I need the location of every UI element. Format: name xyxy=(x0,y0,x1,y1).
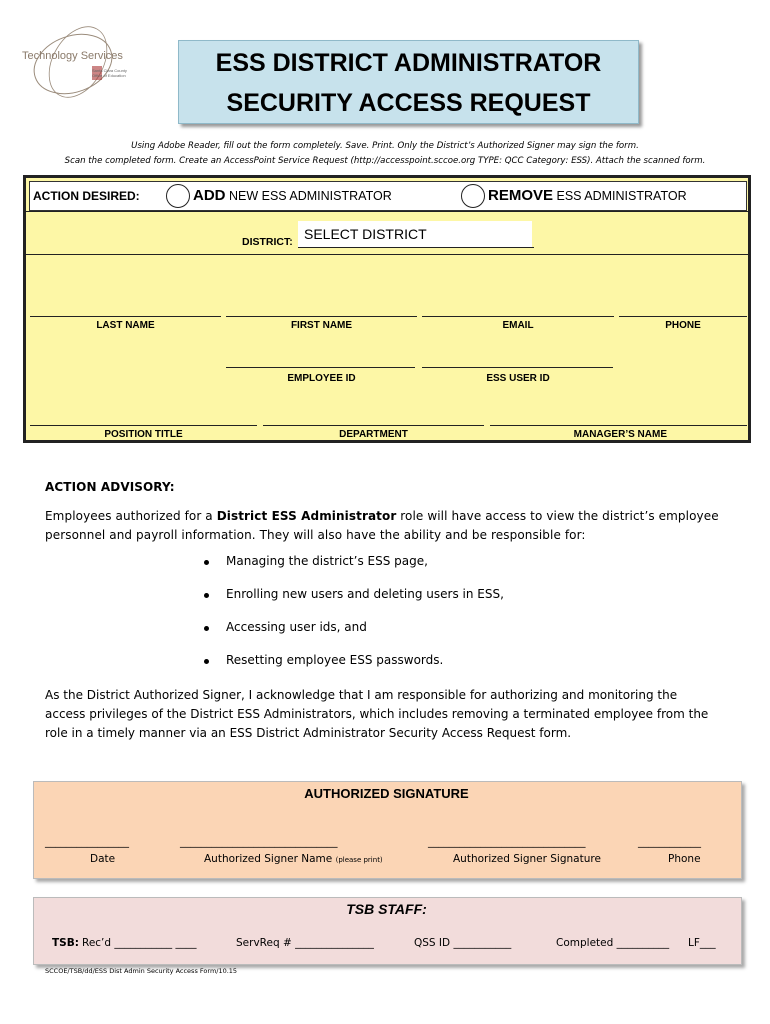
date-input[interactable]: ________________ xyxy=(45,836,129,848)
advisory-p1-pre: Employees authorized for a xyxy=(45,509,217,523)
managers-name-input[interactable] xyxy=(490,425,747,426)
advisory-heading: ACTION ADVISORY: xyxy=(45,480,175,494)
date-label: Date xyxy=(90,853,116,865)
add-option-label[interactable] xyxy=(193,187,392,205)
district-select[interactable]: SELECT DISTRICT xyxy=(298,221,532,248)
bullet-item: Resetting employee ESS passwords. xyxy=(226,653,444,667)
advisory-p2-line-3: role in a timely manner via an ESS District Administrator Security Access Request form. xyxy=(45,726,572,740)
remove-radio[interactable] xyxy=(461,184,485,208)
signer-signature-input[interactable]: ______________________________ xyxy=(428,836,586,848)
ess-user-id-input[interactable] xyxy=(422,367,613,368)
advisory-paragraph-1 xyxy=(45,507,735,545)
action-desired-label: ACTION DESIRED: xyxy=(33,189,140,203)
instructions-line-2: Scan the completed form. Create an AccessPoint Service Request (http://accesspoint.sccoe.org TYPE: QCC Category: ESS). Attach the scanned form. xyxy=(64,156,706,166)
first-name-input[interactable] xyxy=(226,316,417,317)
title-line-1: ESS DISTRICT ADMINISTRATOR xyxy=(215,49,602,77)
ess-user-id-label: ESS USER ID xyxy=(486,373,550,384)
district-label: DISTRICT: xyxy=(242,236,293,248)
bullet-item: Managing the district’s ESS page, xyxy=(226,554,428,568)
remove-big-text: REMOVE xyxy=(488,187,554,204)
email-input[interactable] xyxy=(422,316,614,317)
tsb-heading: TSB STAFF: xyxy=(346,901,427,917)
advisory-p1-bold: District ESS Administrator xyxy=(216,509,397,523)
tsb-qss-id-field[interactable]: QSS ID ___________ xyxy=(414,937,512,949)
tsb-servreq-field[interactable]: ServReq # _______________ xyxy=(236,937,374,949)
remove-option-label[interactable] xyxy=(488,187,687,205)
last-name-input[interactable] xyxy=(30,316,221,317)
bullet-item: Enrolling new users and deleting users in ESS, xyxy=(226,587,504,601)
signature-heading: AUTHORIZED SIGNATURE xyxy=(304,786,469,801)
divider xyxy=(26,211,748,212)
district-underline xyxy=(298,247,534,248)
bullet-dot xyxy=(204,626,209,631)
bullet-item: Accessing user ids, and xyxy=(226,620,367,634)
title-line-2: SECURITY ACCESS REQUEST xyxy=(226,89,591,117)
instructions xyxy=(20,139,750,169)
tsb-lf-field[interactable]: LF___ xyxy=(688,937,716,949)
phone-label: PHONE xyxy=(665,320,701,331)
last-name-label: LAST NAME xyxy=(96,320,155,331)
signer-name-note: (please print) xyxy=(335,856,383,864)
signer-phone-label: Phone xyxy=(668,853,701,865)
managers-name-label: MANAGER’S NAME xyxy=(573,429,667,440)
signer-phone-input[interactable]: ____________ xyxy=(638,836,701,848)
technology-services-logo xyxy=(18,22,148,102)
tsb-completed-field[interactable]: Completed __________ xyxy=(556,937,670,949)
remove-rest-text: ESS ADMINISTRATOR xyxy=(553,189,687,203)
form-title xyxy=(178,40,639,124)
logo-name: Technology Services xyxy=(22,50,123,62)
department-label: DEPARTMENT xyxy=(339,429,408,440)
advisory-p1-line-2: personnel and payroll information. They will also have the ability and be responsible for: xyxy=(45,528,586,542)
add-radio[interactable] xyxy=(166,184,190,208)
instructions-line-1: Using Adobe Reader, fill out the form completely. Save. Print. Only the District’s Authorized Signer may sign the form. xyxy=(131,141,639,151)
advisory-p1-line-1 xyxy=(45,507,735,526)
request-form xyxy=(23,175,751,443)
add-big-text: ADD xyxy=(193,187,226,204)
position-title-input[interactable] xyxy=(30,425,257,426)
advisory-p2-line-1: As the District Authorized Signer, I acknowledge that I am responsible for authorizing and monitoring the xyxy=(45,688,678,702)
email-label: EMAIL xyxy=(502,320,534,331)
bullet-dot xyxy=(204,659,209,664)
department-input[interactable] xyxy=(263,425,484,426)
logo-subtitle: Santa Clara County Office of Education xyxy=(92,68,127,78)
tsb-label: TSB: xyxy=(52,937,79,949)
first-name-label: FIRST NAME xyxy=(290,320,353,331)
advisory-paragraph-2 xyxy=(45,686,708,743)
signer-name-label xyxy=(204,853,383,865)
position-title-label: POSITION TITLE xyxy=(104,429,183,440)
phone-input[interactable] xyxy=(619,316,747,317)
employee-id-label: EMPLOYEE ID xyxy=(287,373,356,384)
advisory-p1-post: role will have access to view the district’s employee xyxy=(396,509,719,523)
add-rest-text: NEW ESS ADMINISTRATOR xyxy=(225,189,392,203)
tsb-received-field[interactable]: Rec’d ___________ ____ xyxy=(82,937,197,949)
divider xyxy=(26,254,748,255)
bullet-dot xyxy=(204,593,209,598)
advisory-p2-line-2: access privileges of the District ESS Administrators, which includes removing a terminated employee from the xyxy=(45,707,709,721)
signer-name-input[interactable]: ______________________________ xyxy=(180,836,338,848)
form-footer: SCCOE/TSB/dd/ESS Dist Admin Security Access Form/10.15 xyxy=(45,967,238,975)
signer-signature-label: Authorized Signer Signature xyxy=(453,853,601,865)
employee-id-input[interactable] xyxy=(226,367,415,368)
bullet-dot xyxy=(204,560,209,565)
signer-name-text: Authorized Signer Name xyxy=(204,853,333,865)
